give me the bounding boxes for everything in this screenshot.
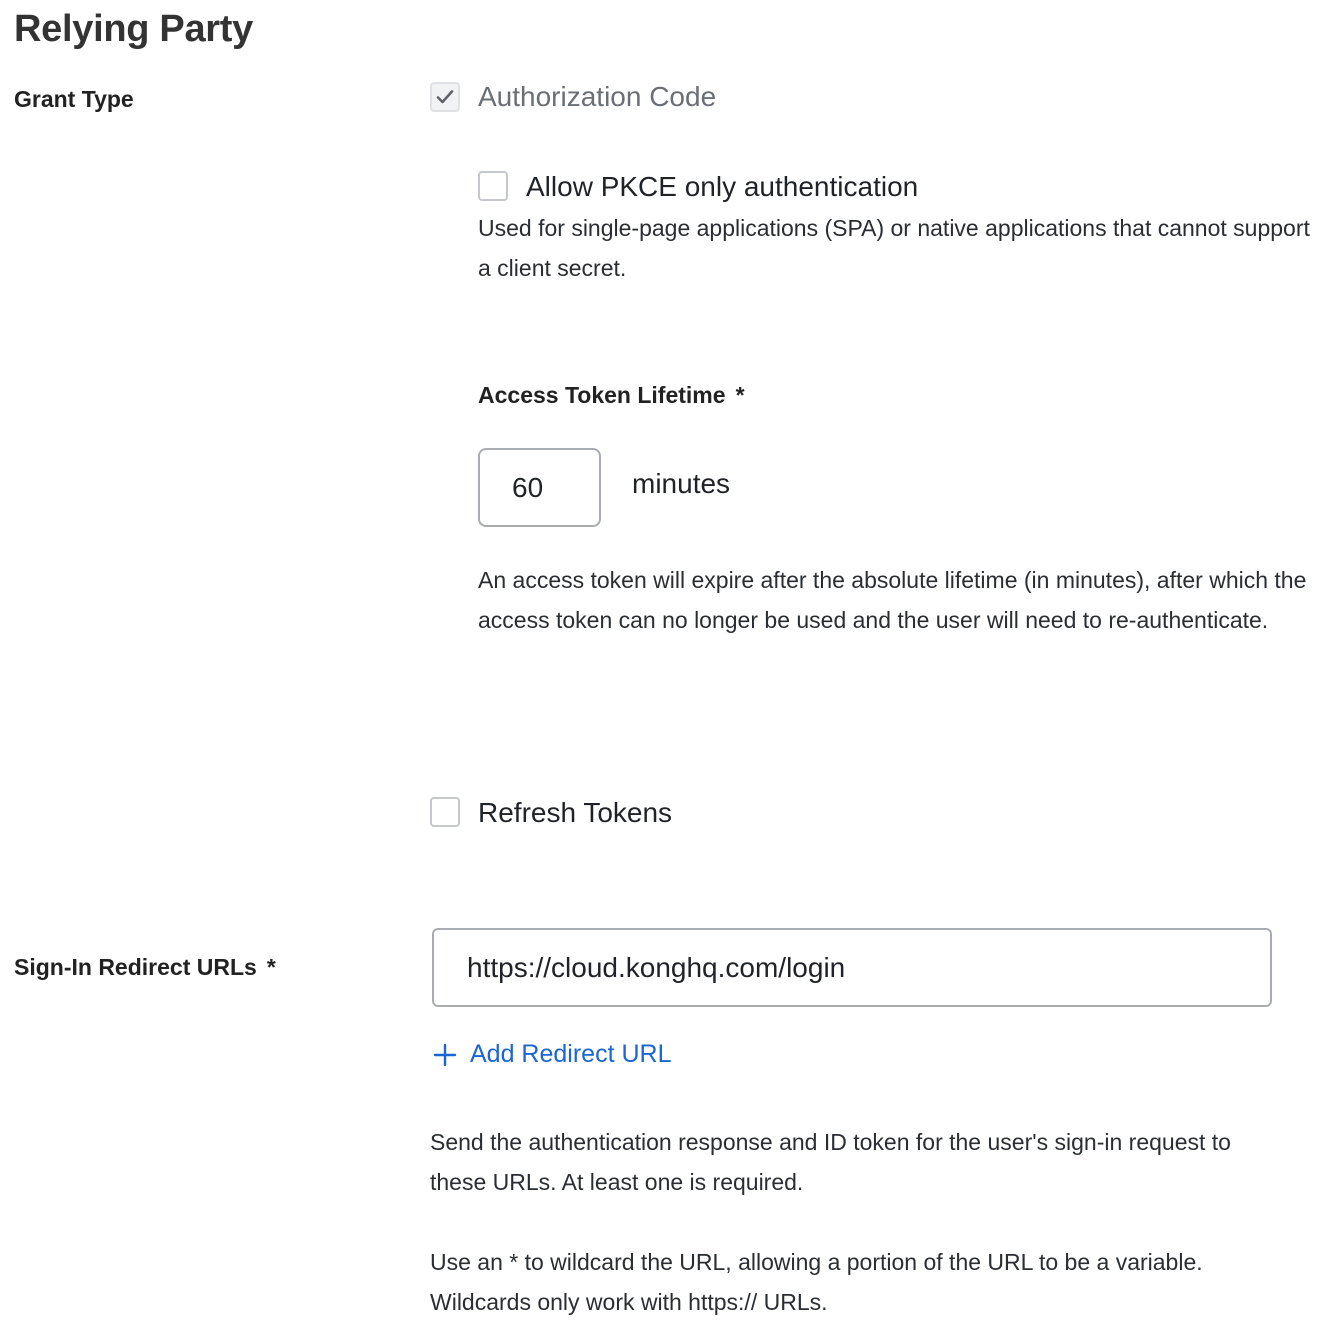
section-title: Relying Party (14, 8, 253, 50)
access-token-lifetime-input[interactable] (478, 448, 601, 527)
plus-icon (432, 1042, 458, 1068)
authorization-code-checkbox[interactable] (430, 82, 460, 112)
refresh-tokens-label: Refresh Tokens (478, 797, 673, 828)
required-marker: * (735, 382, 745, 408)
checkmark-icon (432, 84, 458, 110)
add-redirect-url-label: Add Redirect URL (470, 1040, 672, 1068)
redirect-url-input[interactable] (432, 928, 1272, 1007)
pkce-checkbox[interactable] (478, 171, 508, 201)
add-redirect-url-button[interactable] (432, 1040, 671, 1069)
pkce-help-text: Used for single-page applications (SPA) or native applications that cannot support a client secret. (478, 215, 1310, 281)
redirect-urls-label: Sign-In Redirect URLs * (14, 954, 276, 980)
access-token-lifetime-label: Access Token Lifetime * (478, 382, 745, 408)
access-token-lifetime-help: An access token will expire after the absolute lifetime (in minutes), after which the access token can no longer be used and the user will need to re-authenticate. (478, 567, 1307, 633)
redirect-urls-wildcard-help: Use an * to wildcard the URL, allowing a portion of the URL to be a variable. Wildcards only work with https:// URLs. (430, 1249, 1203, 1315)
access-token-lifetime-unit: minutes (632, 468, 731, 499)
refresh-tokens-checkbox[interactable] (430, 797, 460, 827)
required-marker: * (266, 954, 276, 980)
authorization-code-label: Authorization Code (478, 81, 717, 112)
redirect-urls-help: Send the authentication response and ID token for the user's sign-in request to these URLs. At least one is required. (430, 1129, 1231, 1195)
grant-type-label: Grant Type (14, 86, 134, 112)
pkce-label: Allow PKCE only authentication (526, 171, 919, 202)
